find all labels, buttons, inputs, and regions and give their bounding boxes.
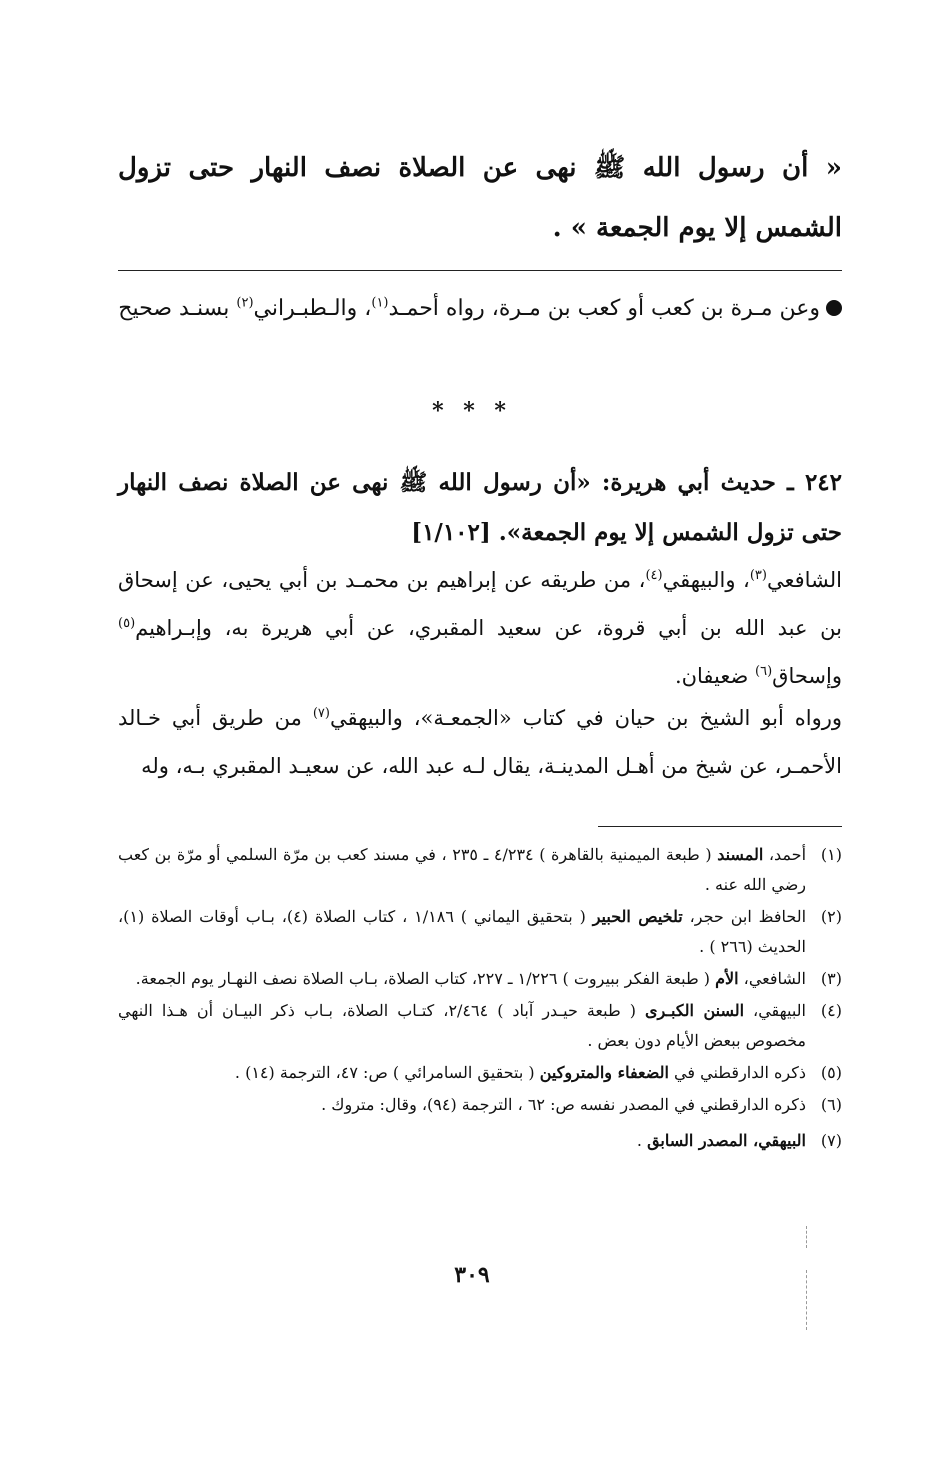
paragraph-text: ضعيفان. [674,664,756,688]
footnote-text: الشافعي، [738,969,806,988]
footnote-text: ذكره الدارقطني في [668,1063,806,1082]
paragraph-text: الشافعي [766,568,842,592]
footnote-number: (٧) [820,1131,842,1150]
footnote-ref: (٥) [118,616,136,631]
paragraph-text: ورواه أبو الشيخ بن حيان في كتاب «الجمعـة»، والبيهقي [329,706,842,730]
footnote-text: أحمد، [763,845,807,864]
hadith-heading [118,458,842,558]
paragraph-text: من طريق أبي خـالد الأحمـر، عن شيخ من أهـل المدينـة، يقال لـه عبد الله، عن سعيـد المقبري بـه، وله [118,706,842,778]
bullet-icon [826,300,842,316]
paragraph-text: وإسحاق [772,664,842,688]
footnote-3 [118,964,842,994]
scan-mark [806,1226,807,1248]
footnote-text: ( بتحقيق السامرائي ) ص: ٤٧، الترجمة (١٤) . [234,1063,540,1082]
quoted-hadith [118,138,842,258]
footnote-ref: (٤) [645,568,663,583]
footnote-text: ( بتحقيق اليماني ) ١/١٨٦ ، كتاب الصلاة (٤)، بـاب أوقات الصلاة (١)، الحديث (٢٦٦ ) . [118,907,806,956]
footnote-4 [118,996,842,1056]
top-divider [118,270,842,271]
narration-text: وعن مـرة بن كعب أو كعب بن مـرة، رواه أحمـد [388,296,820,321]
narration-paragraph [118,284,842,334]
takhrij-paragraph-2 [118,694,842,790]
footnote-5 [118,1058,842,1088]
footnote-text: . [636,1131,648,1150]
quoted-hadith-text: « أن رسول الله ﷺ نهى عن الصلاة نصف النهار حتى تزول الشمس إلا يوم الجمعة » . [118,153,842,243]
footnote-text: البيهقي، [747,1131,806,1150]
page-number: ٣٠٩ [454,1262,490,1288]
footnote-ref: (٢) [236,295,254,311]
footnote-text: البيهقي، [744,1001,807,1020]
footnotes [118,840,842,1158]
footnote-text: ذكره الدارقطني في المصدر نفسه ص: ٦٢ ، الترجمة (٩٤)، وقال: متروك . [321,1095,806,1114]
footnote-source-title: السنن الكبـرى [644,1001,745,1020]
footnote-source-title: الضعفاء والمتروكين [539,1063,669,1082]
footnote-6 [118,1090,842,1120]
footnote-number: (٤) [820,1001,842,1020]
footnote-ref: (١) [371,295,389,311]
section-separator: * * * [432,398,512,424]
footnote-text: ( طبعة حيـدر آباد ) ٢/٤٦٤، كتـاب الصلاة، بـاب ذكر البيـان أن هـذا النهي مخصوص ببعض الأيام دون بعض . [118,1001,806,1050]
footnote-number: (١) [820,845,842,864]
footnote-2 [118,902,842,962]
footnote-number: (٥) [820,1063,842,1082]
footnote-source-title: الأم [715,969,739,988]
footnote-ref: (٦) [755,664,773,679]
footnote-divider [598,826,842,827]
footnote-number: (٣) [820,969,842,988]
footnote-source-title: المصدر السابق [647,1131,748,1150]
footnote-text: الحافظ ابن حجر، [682,907,807,926]
hadith-heading-text: ٢٤٢ ـ حديث أبي هريرة: «أن رسول الله ﷺ نهى عن الصلاة نصف النهار حتى تزول الشمس إلا يوم الجمعة». [١/١٠٢] [118,469,842,546]
footnote-text: ( طبعة الميمنية بالقاهرة ) ٤/٢٣٤ ـ ٢٣٥ ، في مسند كعب بن مرّة السلمي أو مرّة بن كعب رضي الله عنه . [118,845,806,894]
footnote-source-title: المسند [717,845,764,864]
footnote-text: ( طبعة الفكر ببيروت ) ١/٢٢٦ ـ ٢٢٧، كتاب الصلاة، بـاب الصلاة نصف النهـار يوم الجمعة. [135,969,716,988]
narration-text: ، والـطبـراني [253,296,372,321]
footnote-7 [118,1126,842,1156]
footnote-number: (٢) [820,907,842,926]
narration-text: بسنـد صحيح [118,296,237,321]
paragraph-text: ، من طريقه عن إبراهيم بن محمـد بن أبي يحيى، عن إسحاق بن عبد الله بن أبي قروة، عن سعيد المقبري، عن أبي هريرة به، وإبـراهيم [118,568,842,640]
footnote-ref: (٣) [749,568,767,583]
footnote-ref: (٧) [312,706,330,721]
footnote-1 [118,840,842,900]
paragraph-text: ، والبيهقي [662,568,750,592]
takhrij-paragraph-1 [118,556,842,700]
footnote-source-title: تلخيص الحبير [592,907,683,926]
footnote-number: (٦) [820,1095,842,1114]
